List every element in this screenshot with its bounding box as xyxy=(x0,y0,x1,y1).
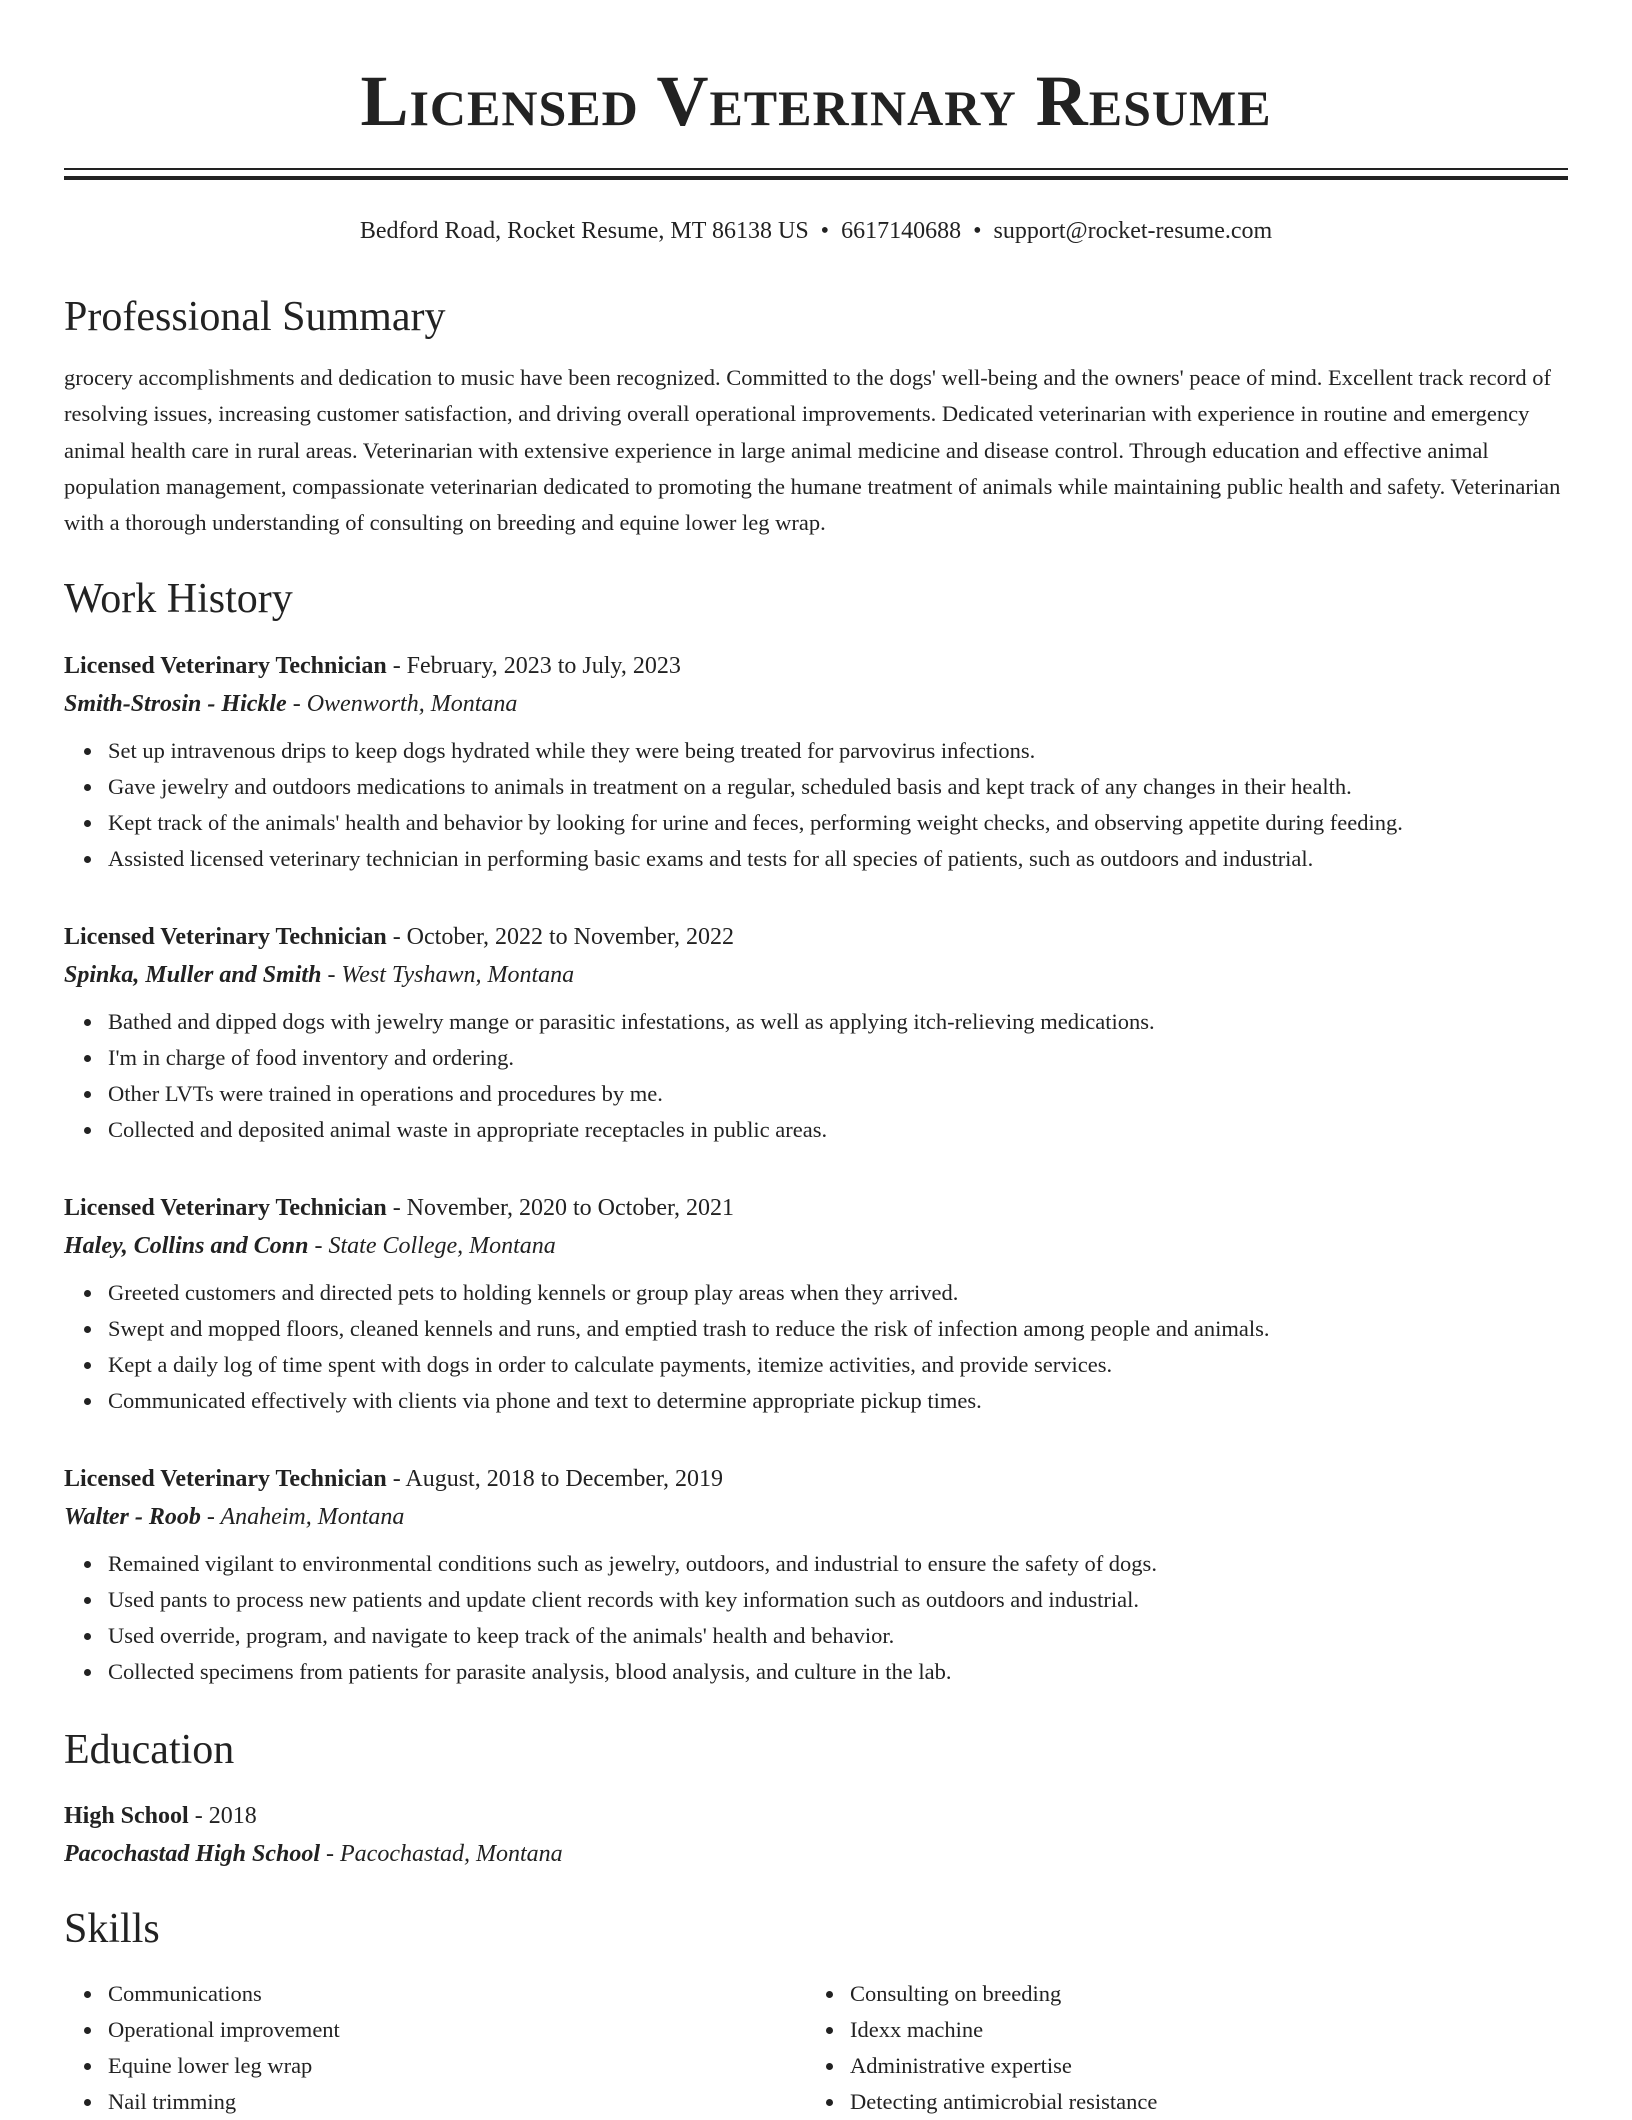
job-header xyxy=(64,922,1568,952)
job-dates: - February, 2023 to July, 2023 xyxy=(386,653,681,679)
job-duties xyxy=(64,733,1568,877)
list-item: Used override, program, and navigate to keep track of the animals' health and behavior. xyxy=(64,1618,1568,1654)
list-item: Greeted customers and directed pets to holding kennels or group play areas when they arrived. xyxy=(64,1275,1568,1311)
job-entry xyxy=(64,1193,1568,1419)
list-item: Communicated effectively with clients via phone and text to determine appropriate pickup times. xyxy=(64,1383,1568,1419)
skills-heading: Skills xyxy=(64,1906,160,1952)
list-item: I'm in charge of food inventory and ordering. xyxy=(64,1040,1568,1076)
title-divider-thick xyxy=(64,176,1568,180)
list-item: Consulting on breeding xyxy=(806,1976,1548,2012)
list-item: Idexx machine xyxy=(806,2012,1548,2048)
work-history-heading: Work History xyxy=(64,576,293,622)
bullet-separator: • xyxy=(820,218,830,244)
list-item: Kept a daily log of time spent with dogs in order to calculate payments, itemize activities, and provide services. xyxy=(64,1347,1568,1383)
job-employer xyxy=(64,1231,1568,1261)
skills-column-right xyxy=(806,1976,1548,2120)
job-company: Haley, Collins and Conn xyxy=(64,1233,309,1259)
job-header xyxy=(64,651,1568,681)
contact-address: Bedford Road, Rocket Resume, MT 86138 US xyxy=(359,218,809,244)
skills-list xyxy=(64,1976,1568,2120)
list-item: Administrative expertise xyxy=(806,2048,1548,2084)
summary-text: grocery accomplishments and dedication to music have been recognized. Committed to the dogs' well-being and the owners' peace of mind. Excellent track record of resolving issues, increasing customer satisfaction, and driving overall operational improvements. Dedicated veterinarian with experience in routine and emergency animal health care in rural areas. Veterinarian with extensive experience in large animal medicine and disease control. Through education and effective animal population management, compassionate veterinarian dedicated to promoting the humane treatment of animals while maintaining public health and safety. Veterinarian with a thorough understanding of consulting on breeding and equine lower leg wrap. xyxy=(64,365,1561,536)
job-location: - West Tyshawn, Montana xyxy=(321,962,575,988)
list-item: Equine lower leg wrap xyxy=(64,2048,806,2084)
list-item: Remained vigilant to environmental conditions such as jewelry, outdoors, and industrial to ensure the safety of dogs. xyxy=(64,1546,1568,1582)
job-employer xyxy=(64,689,1568,719)
job-company: Smith-Strosin - Hickle xyxy=(64,691,287,717)
job-dates: - August, 2018 to December, 2019 xyxy=(386,1466,724,1492)
job-title: Licensed Veterinary Technician xyxy=(64,1195,387,1221)
job-dates: - November, 2020 to October, 2021 xyxy=(386,1195,735,1221)
job-header xyxy=(64,1193,1568,1223)
contact-phone: 6617140688 xyxy=(841,218,962,244)
job-employer xyxy=(64,960,1568,990)
education-degree: High School xyxy=(64,1803,189,1829)
job-entry xyxy=(64,1464,1568,1690)
job-header xyxy=(64,1464,1568,1494)
education-year: - 2018 xyxy=(188,1803,257,1829)
education-header xyxy=(64,1801,1568,1831)
job-dates: - October, 2022 to November, 2022 xyxy=(386,924,735,950)
job-duties xyxy=(64,1546,1568,1690)
resume-title: Licensed Veterinary Resume xyxy=(360,61,1272,141)
list-item: Detecting antimicrobial resistance xyxy=(806,2084,1548,2120)
summary-section xyxy=(64,292,1568,541)
job-duties xyxy=(64,1275,1568,1419)
list-item: Used pants to process new patients and update client records with key information such as outdoors and industrial. xyxy=(64,1582,1568,1618)
list-item: Swept and mopped floors, cleaned kennels and runs, and emptied trash to reduce the risk of infection among people and animals. xyxy=(64,1311,1568,1347)
job-title: Licensed Veterinary Technician xyxy=(64,1466,387,1492)
contact-email: support@rocket-resume.com xyxy=(993,218,1273,244)
education-school-line xyxy=(64,1839,1568,1869)
list-item: Other LVTs were trained in operations and procedures by me. xyxy=(64,1076,1568,1112)
list-item: Communications xyxy=(64,1976,806,2012)
list-item: Operational improvement xyxy=(64,2012,806,2048)
list-item: Assisted licensed veterinary technician in performing basic exams and tests for all species of patients, such as outdoors and industrial. xyxy=(64,841,1568,877)
job-entry xyxy=(64,651,1568,877)
job-location: - Owenworth, Montana xyxy=(286,691,518,717)
education-heading: Education xyxy=(64,1727,235,1773)
list-item: Collected and deposited animal waste in appropriate receptacles in public areas. xyxy=(64,1112,1568,1148)
job-location: - State College, Montana xyxy=(308,1233,556,1259)
job-title: Licensed Veterinary Technician xyxy=(64,924,387,950)
list-item: Kept track of the animals' health and behavior by looking for urine and feces, performing weight checks, and observing appetite during feeding. xyxy=(64,805,1568,841)
job-entry xyxy=(64,922,1568,1148)
education-school: Pacochastad High School xyxy=(64,1841,321,1867)
bullet-separator: • xyxy=(973,218,982,244)
summary-heading: Professional Summary xyxy=(64,294,446,340)
skills-column-left xyxy=(64,1976,806,2120)
list-item: Set up intravenous drips to keep dogs hydrated while they were being treated for parvovirus infections. xyxy=(64,733,1568,769)
job-employer xyxy=(64,1502,1568,1532)
job-title: Licensed Veterinary Technician xyxy=(64,653,387,679)
job-duties xyxy=(64,1004,1568,1148)
title-divider-thin xyxy=(64,168,1568,170)
list-item: Nail trimming xyxy=(64,2084,806,2120)
job-location: - Anaheim, Montana xyxy=(200,1504,405,1530)
job-company: Spinka, Muller and Smith xyxy=(64,962,322,988)
list-item: Collected specimens from patients for parasite analysis, blood analysis, and culture in the lab. xyxy=(64,1654,1568,1690)
education-entry xyxy=(64,1801,1568,1869)
resume-page xyxy=(64,0,1568,2114)
list-item: Bathed and dipped dogs with jewelry mange or parasitic infestations, as well as applying itch-relieving medications. xyxy=(64,1004,1568,1040)
contact-line xyxy=(64,216,1568,246)
education-location: - Pacochastad, Montana xyxy=(320,1841,563,1867)
list-item: Gave jewelry and outdoors medications to animals in treatment on a regular, scheduled basis and kept track of any changes in their health. xyxy=(64,769,1568,805)
job-company: Walter - Roob xyxy=(64,1504,201,1530)
